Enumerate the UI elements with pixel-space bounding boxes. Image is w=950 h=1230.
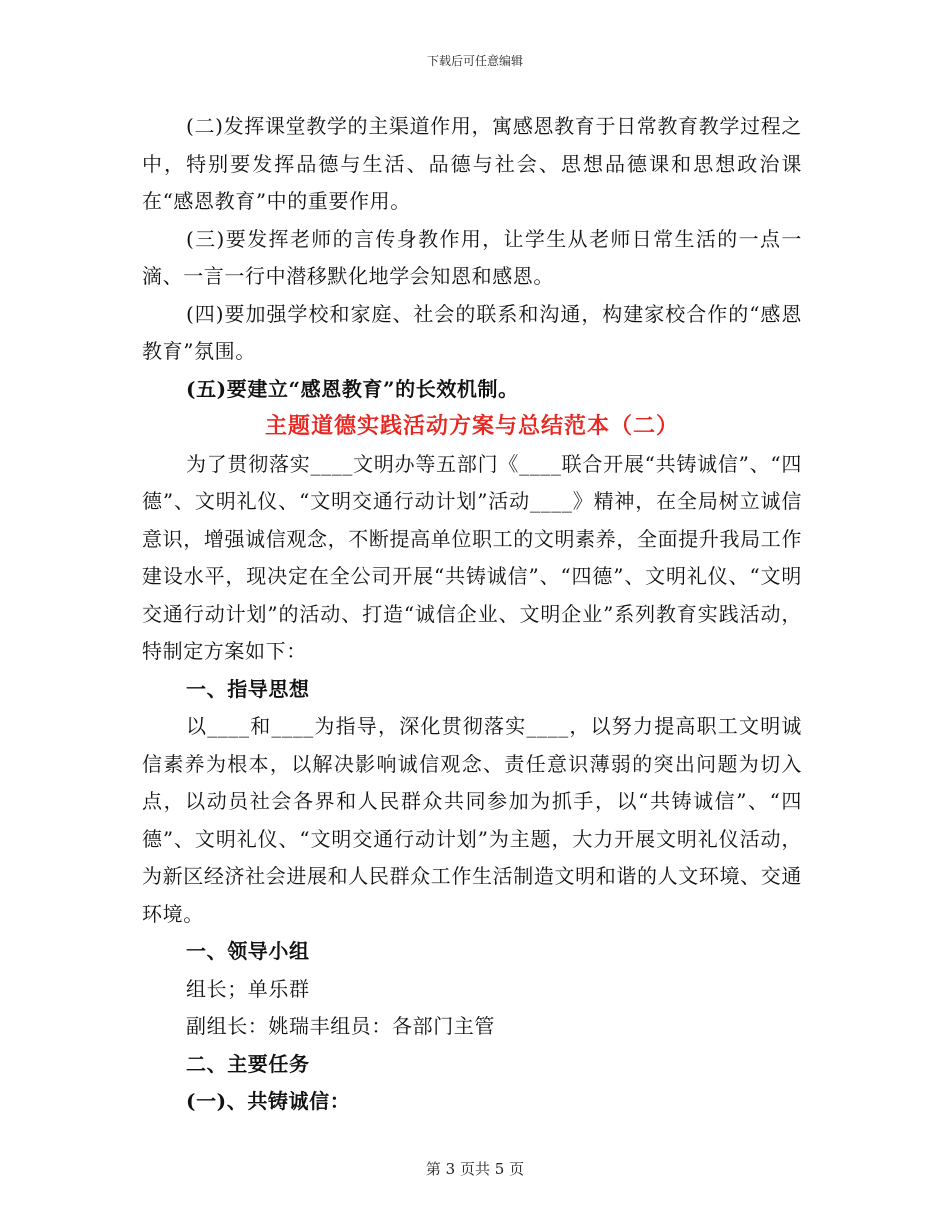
page-footer: 第 3 页共 5 页 bbox=[425, 1160, 525, 1178]
paragraph-4: (四)要加强学校和家庭、社会的联系和沟通，构建家校合作的“感恩教育”氛围。 bbox=[142, 301, 802, 363]
guiding-thought-paragraph: 以____和____为指导，深化贯彻落实____，以努力提高职工文明诚信素养为根本，以解决影响诚信观念、责任意识薄弱的突出问题为切入点，以动员社会各界和人民群众共同参加为抓手，以“共铸诚信”、“四德”、文明礼仪、“文明交通行动计划”为主题，大力开展文明礼仪活动，为新区经济社会进展和人民群众工作生活制造文明和谐的人文环境、交通环境。 bbox=[142, 714, 802, 926]
document-body bbox=[142, 108, 802, 1121]
section-heading-guiding-thought: 一、指导思想 bbox=[186, 676, 310, 701]
document-title: 主题道德实践活动方案与总结范本（二） bbox=[264, 413, 679, 439]
paragraph-3: (三)要发挥老师的言传身教作用，让学生从老师日常生活的一点一滴、一言一行中潜移默化地学会知恩和感恩。 bbox=[142, 226, 802, 288]
intro-paragraph: 为了贯彻落实____文明办等五部门《____联合开展“共铸诚信”、“四德”、文明礼仪、“文明交通行动计划”活动____》精神，在全局树立诚信意识，增强诚信观念，不断提高单位职工的文明素养，全面提升我局工作建设水平，现决定在全公司开展“共铸诚信”、“四德”、文明礼仪、“文明交通行动计划”的活动、打造“诚信企业、文明企业”系列教育实践活动，特制定方案如下： bbox=[142, 451, 802, 663]
subsection-heading-integrity: (一)、共铸诚信： bbox=[186, 1089, 351, 1113]
section-heading-leadership: 一、领导小组 bbox=[186, 939, 310, 963]
leader-line: 组长；单乐群 bbox=[186, 976, 310, 1001]
deputy-leader-line: 副组长：姚瑞丰组员：各部门主管 bbox=[186, 1014, 495, 1038]
section-heading-main-tasks: 二、主要任务 bbox=[186, 1051, 310, 1076]
page-header: 下载后可任意编辑 bbox=[426, 54, 523, 68]
paragraph-5: (五)要建立“感恩教育”的长效机制。 bbox=[186, 376, 519, 401]
paragraph-2: (二)发挥课堂教学的主渠道作用，寓感恩教育于日常教育教学过程之中，特别要发挥品德与生活、品德与社会、思想品德课和思想政治课在“感恩教育”中的重要作用。 bbox=[142, 114, 802, 213]
